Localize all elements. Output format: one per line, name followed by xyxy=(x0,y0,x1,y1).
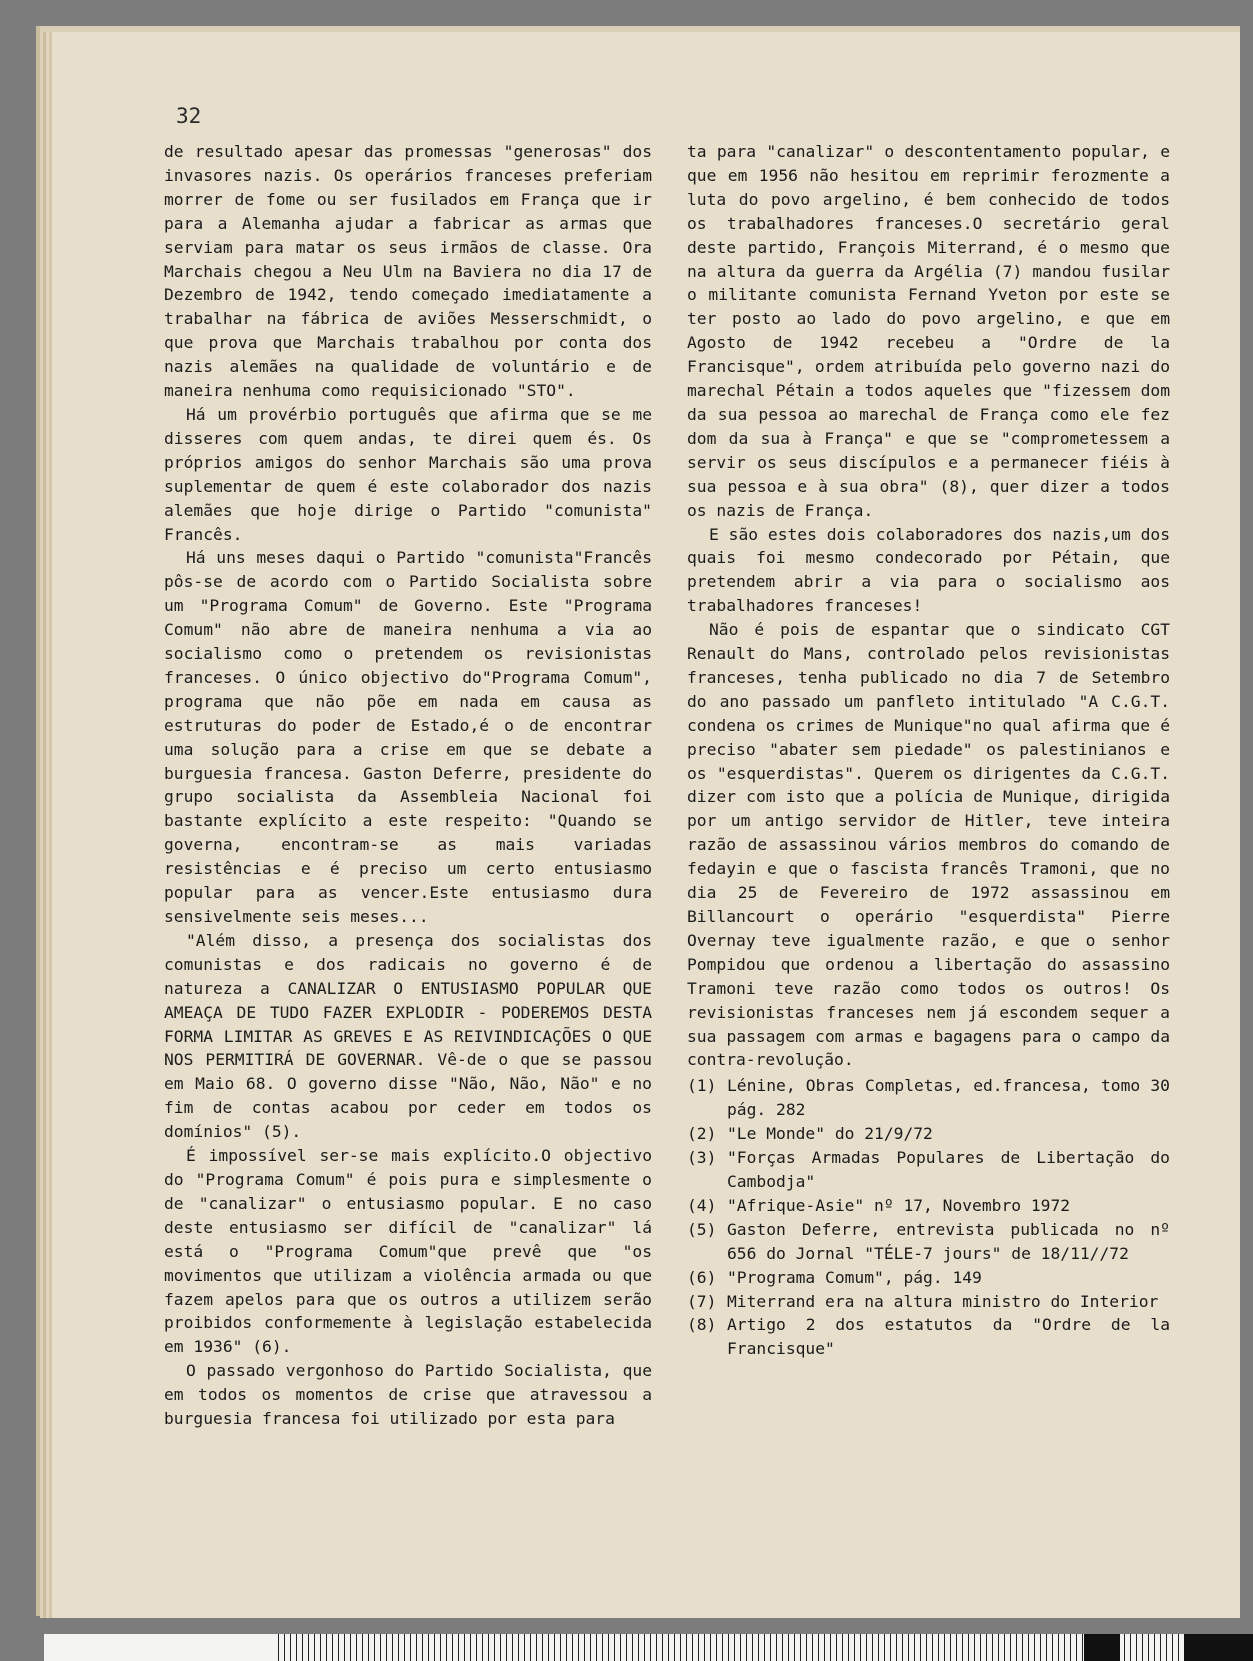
paragraph: Há um provérbio português que afirma que se me disseres com quem andas, te direi quem és. Os próprios amigos do senhor Marchais são uma prova suplementar de quem é este colaborador dos nazis alemães que hoje dirige o Partido "comunista" Francês. xyxy=(164,404,652,544)
footnote-text: "Le Monde" do 21/9/72 xyxy=(727,1124,933,1144)
footnotes xyxy=(687,1074,1170,1361)
ruler-blank-segment xyxy=(44,1634,274,1661)
paragraph: ta para "canalizar" o descontentamento popular, e que em 1956 não hesitou em reprimir ferozmente a luta do povo argelino, é bem conhecido de todos os trabalhadores franceses.O secretário geral deste partido, François Miterrand, é o mesmo que na altura da guerra da Argélia (7) mandou fusilar o militante comunista Fernand Yveton por este se ter posto ao lado do povo argelino, e que em Agosto de 1942 recebeu a "Ordre de la Francisque", ordem atribuída pelo governo nazi do marechal Pétain a todos aqueles que "fizessem dom da sua pessoa ao marechal de França como ele fez dom da sua à França" e que se "comprometessem a servir os seus discípulos e a permanecer fiéis à sua pessoa e à sua obra" (8), quer dizer a todos os nazis de França. xyxy=(687,142,1170,520)
footnote-text: "Afrique-Asie" nº 17, Novembro 1972 xyxy=(727,1195,1071,1215)
footnote xyxy=(687,1146,1170,1194)
footnote xyxy=(687,1194,1170,1218)
footnote-text: Miterrand era na altura ministro do Interior xyxy=(727,1291,1159,1311)
ruler-black-band xyxy=(1084,1634,1120,1661)
footnote xyxy=(687,1313,1170,1361)
footnote xyxy=(687,1218,1170,1266)
footnote-number: (1) xyxy=(687,1076,717,1096)
footnote-number: (2) xyxy=(687,1124,717,1144)
right-column xyxy=(687,140,1170,1361)
footnote-number: (6) xyxy=(687,1267,717,1287)
footnote-text: "Programa Comum", pág. 149 xyxy=(727,1267,982,1287)
paragraph: É impossível ser-se mais explícito.O objectivo do "Programa Comum" é pois pura e simplesmente o de "canalizar" o entusiasmo popular. E no caso deste entusiasmo ser difícil de "canalizar" lá está o "Programa Comum"que prevê que "os movimentos que utilizam a violência armada ou que fazem apelos para que os outros a utilizem serão proibidos conformemente à legislação estabelecida em 1936" (6). xyxy=(164,1146,652,1357)
paragraph: Há uns meses daqui o Partido "comunista"Francês pôs-se de acordo com o Partido Socialista sobre um "Programa Comum" de Governo. Este "Programa Comum" não abre de maneira nenhuma a via ao socialismo como o pretendem os revisionistas franceses. O único objectivo do"Programa Comum", programa que não põe em nada em causa as estruturas do poder de Estado,é o de encontrar uma solução para a crise em que se debate a burguesia francesa. Gaston Deferre, presidente do grupo socialista da Assembleia Nacional foi bastante explícito a este respeito: "Quando se governa, encontram-se as mais variadas resistências e é preciso um certo entusiasmo popular para as vencer.Este entusiasmo dura sensivelmente seis meses... xyxy=(164,548,652,926)
footnote xyxy=(687,1074,1170,1122)
paragraph: E são estes dois colaboradores dos nazis,um dos quais foi mesmo condecorado por Pétain, que pretendem abrir a via para o socialismo aos trabalhadores franceses! xyxy=(687,524,1170,616)
footnote-text: Artigo 2 dos estatutos da "Ordre de la Francisque" xyxy=(727,1315,1170,1359)
footnote xyxy=(687,1266,1170,1290)
paragraph: O passado vergonhoso do Partido Socialista, que em todos os momentos de crise que atravessou a burguesia francesa foi utilizado por esta para xyxy=(164,1361,652,1429)
left-column xyxy=(164,140,652,1431)
ruler-black-band xyxy=(1184,1634,1253,1661)
footnote-number: (3) xyxy=(687,1148,717,1168)
footnote-number: (8) xyxy=(687,1315,717,1335)
footnote-number: (5) xyxy=(687,1219,717,1239)
page-number: 32 xyxy=(176,104,202,128)
paragraph: Não é pois de espantar que o sindicato CGT Renault do Mans, controlado pelos revisionistas franceses, tenha publicado no dia 7 de Setembro do ano passado um panfleto intitulado "A C.G.T. condena os crimes de Munique"no qual afirma que é preciso "abater sem piedade" os palestinianos e os "esquerdistas". Querem os dirigentes da C.G.T. dizer com isto que a polícia de Munique, dirigida por um antigo servidor de Hitler, teve inteira razão de assassinou vários membros do comando de fedayin e que o fascista francês Tramoni, que no dia 25 de Fevereiro de 1972 assassinou em Billancourt o operário "esquerdista" Pierre Overnay teve igualmente razão, e que o senhor Pompidou que ordenou a libertação do assassino Tramoni teve razão como todos os outros! Os revisionistas franceses nem já escondem sequer a sua passagem com armas e bagagens para o campo da contra-revolução. xyxy=(687,620,1170,1070)
footnote-text: Lénine, Obras Completas, ed.francesa, tomo 30 pág. 282 xyxy=(727,1076,1170,1120)
footnote-number: (7) xyxy=(687,1291,717,1311)
footnote-text: "Forças Armadas Populares de Libertação do Cambodja" xyxy=(727,1148,1170,1191)
footnote xyxy=(687,1290,1170,1314)
paragraph: de resultado apesar das promessas "generosas" dos invasores nazis. Os operários franceses preferiam morrer de fome ou ser fusilados em França que ir para a Alemanha ajudar a fabricar as armas que serviam para matar os seus irmãos de classe. Ora Marchais chegou a Neu Ulm na Baviera no dia 17 de Dezembro de 1942, tendo começado imediatamente a trabalhar na fábrica de aviões Messerschmidt, o que prova que Marchais trabalhou por conta dos nazis alemães na qualidade de voluntário e de maneira nenhuma como requisicionado "STO". xyxy=(164,142,652,401)
scale-ruler xyxy=(44,1634,1253,1661)
paragraph: "Além disso, a presença dos socialistas dos comunistas e dos radicais no governo é de natureza a CANALIZAR O ENTUSIASMO POPULAR QUE AMEAÇA DE TUDO FAZER EXPLODIR - PODEREMOS DESTA FORMA LIMITAR AS GREVES E AS REIVINDICAÇÕES O QUE NOS PERMITIRÁ DE GOVERNAR. Vê-de o que se passou em Maio 68. O governo disse "Não, Não, Não" e no fim de contas acabou por ceder em todos os domínios" (5). xyxy=(164,930,652,1142)
footnote xyxy=(687,1122,1170,1146)
document-page xyxy=(52,32,1240,1618)
footnote-number: (4) xyxy=(687,1195,717,1215)
footnote-text: Gaston Deferre, entrevista publicada no nº 656 do Jornal "TÉLE-7 jours" de 18/11//72 xyxy=(727,1219,1170,1263)
